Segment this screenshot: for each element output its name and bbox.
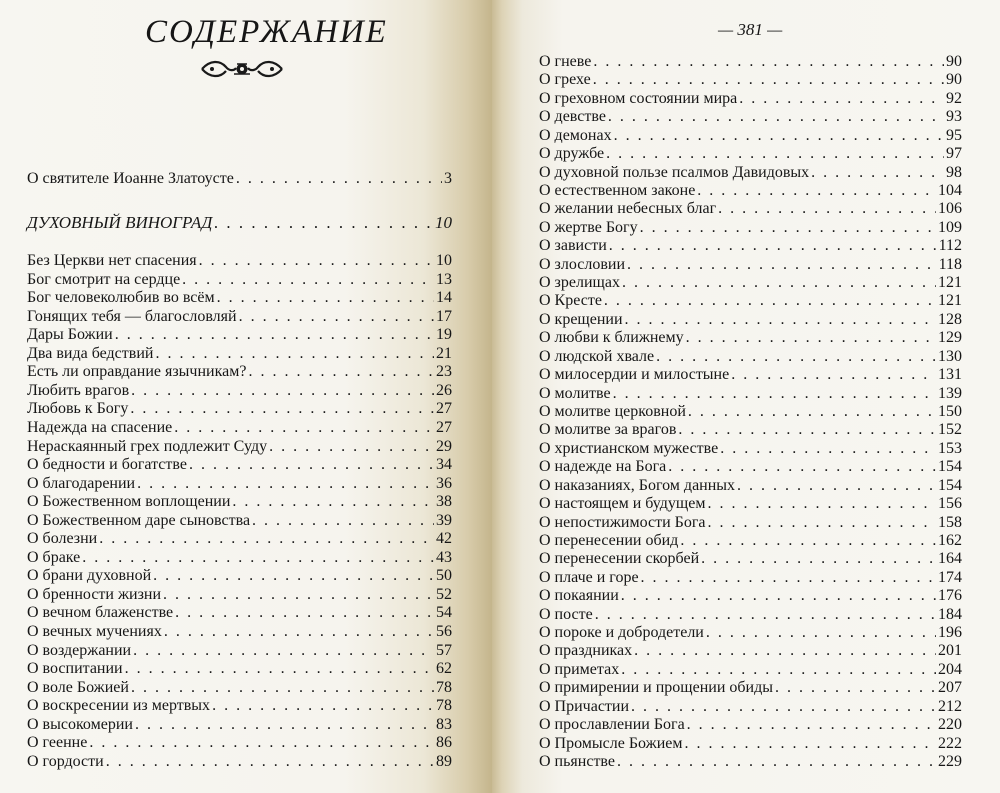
toc-entry-page: 57 <box>436 641 452 659</box>
toc-entry-label: О молитве церковной <box>539 402 686 420</box>
toc-entry-label: Нераскаянный грех подлежит Суду <box>27 437 268 455</box>
toc-entry-label: О пьянстве <box>539 752 615 770</box>
dot-leader <box>640 219 936 237</box>
toc-entry-label: О воскресении из мертвых <box>27 697 211 715</box>
toc-entry-label: Бог человеколюбив во всём <box>27 289 215 307</box>
dot-leader <box>739 90 944 108</box>
toc-entry-page: 176 <box>938 587 962 605</box>
toc-entry <box>27 326 452 344</box>
toc-entry-page: 62 <box>436 660 452 678</box>
toc-entry-label: Есть ли оправдание язычникам? <box>27 363 247 381</box>
toc-entry-page: 90 <box>946 71 962 89</box>
toc-entry <box>27 475 452 493</box>
toc-entry <box>27 170 452 188</box>
toc-entry-page: 220 <box>938 716 962 734</box>
toc-entry-page: 27 <box>436 418 452 436</box>
toc-entry-page: 106 <box>938 200 962 218</box>
dot-leader <box>248 363 434 381</box>
toc-entry <box>539 71 962 89</box>
dot-leader <box>621 587 936 605</box>
toc-entry-page: 34 <box>436 456 452 474</box>
toc-entry-page: 92 <box>946 89 962 107</box>
toc-entry-page: 156 <box>938 495 962 513</box>
toc-entry <box>539 237 962 255</box>
toc-entry-page: 212 <box>938 697 962 715</box>
page-title: СОДЕРЖАНИЕ <box>145 14 388 50</box>
toc-entry <box>539 753 962 771</box>
toc-entry-page: 154 <box>938 476 962 494</box>
dot-leader <box>239 308 434 326</box>
toc-entry-label: О болезни <box>27 530 98 548</box>
toc-entry-page: 184 <box>938 605 962 623</box>
dot-leader <box>811 164 944 182</box>
dot-leader <box>707 495 936 513</box>
toc-entry-page: 150 <box>938 402 962 420</box>
dot-leader <box>686 329 936 347</box>
dot-leader <box>82 549 434 567</box>
toc-entry-page: 154 <box>938 458 962 476</box>
toc-entry-label: О духовной пользе псалмов Давидовых <box>539 163 810 181</box>
toc-entry-label: О плаче и горе <box>539 568 639 586</box>
toc-entry <box>539 164 962 182</box>
toc-entry-label: О любви к ближнему <box>539 329 684 347</box>
dot-leader <box>718 200 936 218</box>
toc-entry-label: ДУХОВНЫЙ ВИНОГРАД <box>27 213 213 232</box>
toc-entry-label: О воле Божией <box>27 678 129 696</box>
toc-entry-page: 10 <box>435 213 452 232</box>
toc-entry-page: 89 <box>436 752 452 770</box>
toc-entry-label: О перенесении обид <box>539 531 679 549</box>
toc-entry-label: О милосердии и милостыне <box>539 366 730 384</box>
dot-leader <box>613 385 936 403</box>
toc-entry <box>539 514 962 532</box>
toc-entry <box>539 90 962 108</box>
dot-leader <box>593 71 944 89</box>
toc-entry <box>27 660 452 678</box>
dot-leader <box>680 532 936 550</box>
toc-entry <box>27 549 452 567</box>
toc-entry-page: 164 <box>938 550 962 568</box>
toc-entry-page: 38 <box>436 493 452 511</box>
ornament-icon <box>198 58 286 80</box>
toc-entry-page: 90 <box>946 53 962 70</box>
dot-leader <box>688 403 936 421</box>
dot-leader <box>595 606 936 624</box>
toc-entry-page: 86 <box>436 734 452 752</box>
dot-leader <box>707 514 936 532</box>
dot-leader <box>153 567 434 585</box>
toc-entry <box>539 679 962 697</box>
toc-entry <box>27 493 452 511</box>
toc-entry-label: О зрелищах <box>539 274 620 292</box>
dot-leader <box>131 679 434 697</box>
toc-entry <box>27 382 452 400</box>
dot-leader <box>269 438 434 456</box>
toc-entry-label: О зависти <box>539 237 607 255</box>
dot-leader <box>622 274 936 292</box>
toc-entry-label: О наказаниях, Богом данных <box>539 476 736 494</box>
toc-entry <box>539 587 962 605</box>
toc-entry <box>539 182 962 200</box>
toc-entry-page: 121 <box>938 274 962 292</box>
toc-entry-label: О христианском мужестве <box>539 439 719 457</box>
dot-leader <box>131 382 434 400</box>
toc-entry-page: 95 <box>946 126 962 144</box>
dot-leader <box>687 716 936 734</box>
toc-entry <box>27 252 452 270</box>
toc-entry <box>539 698 962 716</box>
dot-leader <box>617 753 936 771</box>
toc-entry-label: Дары Божии <box>27 326 113 344</box>
dot-leader <box>614 127 944 145</box>
toc-entry-label: О примирении и прощении обиды <box>539 679 773 697</box>
toc-entry-label: О желании небесных благ <box>539 200 717 218</box>
toc-entry-label: О молитве за врагов <box>539 421 677 439</box>
toc-entry <box>539 256 962 274</box>
toc-entry-page: 152 <box>938 421 962 439</box>
dot-leader <box>133 642 434 660</box>
toc-entry <box>539 53 962 71</box>
dot-leader <box>175 604 434 622</box>
toc-entry <box>27 438 452 456</box>
dot-leader <box>214 214 433 232</box>
toc-entry-label: О демонах <box>539 126 612 144</box>
toc-entry <box>539 661 962 679</box>
toc-entry-page: 50 <box>436 567 452 585</box>
toc-entry-page: 98 <box>946 163 962 181</box>
toc-entry-label: О браке <box>27 548 81 566</box>
toc-entry <box>539 108 962 126</box>
toc-entry <box>27 512 452 530</box>
toc-entry-page: 131 <box>938 366 962 384</box>
toc-entry-label: О гордости <box>27 752 104 770</box>
toc-entry-page: 196 <box>938 624 962 642</box>
dot-leader <box>609 237 937 255</box>
dot-leader <box>668 458 936 476</box>
dot-leader <box>631 698 936 716</box>
dot-leader <box>125 660 434 678</box>
dot-leader <box>217 289 434 307</box>
toc-entry-label: О грехе <box>539 71 591 89</box>
dot-leader <box>604 292 936 310</box>
toc-entry <box>539 477 962 495</box>
toc-entry <box>539 403 962 421</box>
toc-entry-label: О греховном состоянии мира <box>539 89 738 107</box>
toc-entry-label: О крещении <box>539 310 623 328</box>
toc-entry-page: 97 <box>946 145 962 163</box>
toc-entry-page: 26 <box>436 381 452 399</box>
toc-entry <box>539 421 962 439</box>
toc-entry-label: Без Церкви нет спасения <box>27 252 197 269</box>
toc-entry-label: О перенесении скорбей <box>539 550 700 568</box>
dot-leader <box>701 550 936 568</box>
toc-entry-label: О брани духовной <box>27 567 152 585</box>
toc-entry <box>539 495 962 513</box>
toc-entry <box>27 214 452 232</box>
toc-entry-label: О Божественном даре сыновства <box>27 511 251 529</box>
toc-entry-label: О гневе <box>539 53 592 70</box>
toc-entry-page: 158 <box>938 513 962 531</box>
dot-leader <box>106 753 434 771</box>
toc-entry-page: 207 <box>938 679 962 697</box>
toc-entry-page: 162 <box>938 531 962 549</box>
toc-entry-label: О Причастии <box>539 697 630 715</box>
toc-entry-page: 128 <box>938 310 962 328</box>
toc-entry-page: 10 <box>436 252 452 269</box>
toc-entry-label: О геенне <box>27 734 88 752</box>
dot-leader <box>634 642 936 660</box>
toc-entry-page: 43 <box>436 548 452 566</box>
toc-entry <box>539 385 962 403</box>
toc-entry-page: 3 <box>444 170 452 187</box>
toc-entry <box>27 419 452 437</box>
dot-leader <box>130 400 434 418</box>
toc-entry-page: 93 <box>946 108 962 126</box>
toc-entry <box>539 624 962 642</box>
toc-entry-label: О естественном законе <box>539 181 696 199</box>
toc-entry-page: 78 <box>436 678 452 696</box>
toc-entry-page: 17 <box>436 307 452 325</box>
toc-entry <box>27 623 452 641</box>
toc-entry-page: 121 <box>938 292 962 310</box>
dot-leader <box>135 716 434 734</box>
toc-entry-page: 13 <box>436 270 452 288</box>
toc-entry <box>27 345 452 363</box>
dot-leader <box>199 252 434 270</box>
dot-leader <box>212 697 434 715</box>
dot-leader <box>252 512 434 530</box>
toc-entry <box>27 308 452 326</box>
page-number: — 381 — <box>718 20 783 39</box>
toc-entry-label: О высокомерии <box>27 715 133 733</box>
toc-entry-label: О девстве <box>539 108 606 126</box>
toc-entry-page: 52 <box>436 585 452 603</box>
toc-entry <box>27 604 452 622</box>
toc-entry-label: О людской хвале <box>539 347 655 365</box>
toc-entry-page: 27 <box>436 400 452 418</box>
toc-entry-label: О молитве <box>539 384 611 402</box>
toc-entry-page: 118 <box>938 255 962 273</box>
toc-entry-page: 104 <box>938 181 962 199</box>
toc-entry-page: 56 <box>436 623 452 640</box>
dot-leader <box>737 477 936 495</box>
toc-entry <box>27 697 452 715</box>
dot-leader <box>775 679 936 697</box>
toc-entry-page: 130 <box>938 347 962 365</box>
right-page <box>492 0 1000 793</box>
toc-entry-label: О прославлении Бога <box>539 716 685 734</box>
toc-entry-page: 83 <box>436 715 452 733</box>
toc-entry-label: О приметах <box>539 660 620 678</box>
toc-entry <box>539 716 962 734</box>
dot-leader <box>656 348 936 366</box>
dot-leader <box>115 326 434 344</box>
toc-entry-label: О непостижимости Бога <box>539 513 706 531</box>
toc-entry <box>27 642 452 660</box>
toc-entry-page: 109 <box>938 218 962 236</box>
toc-entry <box>27 753 452 771</box>
toc-entry <box>27 456 452 474</box>
toc-entry-label: О злословии <box>539 255 626 273</box>
toc-entry-page: 129 <box>938 329 962 347</box>
toc-entry <box>27 734 452 752</box>
toc-entry <box>539 642 962 660</box>
toc-entry-page: 14 <box>436 289 452 307</box>
dot-leader <box>720 440 936 458</box>
toc-entry <box>539 274 962 292</box>
toc-entry <box>27 363 452 381</box>
dot-leader <box>174 419 434 437</box>
toc-entry-label: О посте <box>539 605 593 623</box>
toc-entry <box>539 569 962 587</box>
toc-entry-label: О надежде на Бога <box>539 458 667 476</box>
left-page <box>0 0 492 793</box>
toc-entry <box>27 586 452 604</box>
toc-entry-label: О пороке и добродетели <box>539 624 704 642</box>
toc-entry <box>27 400 452 418</box>
dot-leader <box>685 735 937 753</box>
dot-leader <box>89 734 434 752</box>
toc-entry-label: О покаянии <box>539 587 619 605</box>
toc-entry <box>27 530 452 548</box>
toc-entry-label: Любовь к Богу <box>27 400 129 418</box>
dot-leader <box>593 53 944 71</box>
dot-leader <box>678 421 936 439</box>
dot-leader <box>232 493 434 511</box>
toc-entry <box>539 366 962 384</box>
toc-entry <box>539 127 962 145</box>
toc-entry-page: 54 <box>436 604 452 622</box>
toc-entry <box>27 271 452 289</box>
toc-entry-page: 174 <box>938 568 962 586</box>
toc-entry-page: 153 <box>938 439 962 457</box>
toc-entry-page: 112 <box>938 237 962 255</box>
toc-entry <box>539 440 962 458</box>
toc-entry <box>27 679 452 697</box>
toc-entry-label: О праздниках <box>539 642 633 660</box>
toc-entry-label: Гонящих тебя — благословляй <box>27 307 237 325</box>
toc-entry-page: 204 <box>938 660 962 678</box>
toc-entry-page: 23 <box>436 363 452 381</box>
toc-entry-label: О настоящем и будущем <box>539 495 706 513</box>
toc-entry-label: Любить врагов <box>27 381 130 399</box>
toc-entry-page: 29 <box>436 437 452 455</box>
toc-entry-label: О бренности жизни <box>27 585 162 603</box>
toc-entry <box>539 311 962 329</box>
dot-leader <box>163 586 434 604</box>
toc-entry-label: О Кресте <box>539 292 602 310</box>
toc-entry-page: 36 <box>436 474 452 492</box>
toc-entry-label: Два вида бедствий <box>27 344 154 362</box>
toc-entry-page: 39 <box>436 511 452 529</box>
toc-entry <box>539 458 962 476</box>
toc-entry-page: 201 <box>938 642 962 660</box>
toc-entry <box>539 532 962 550</box>
toc-entry-label: Надежда на спасение <box>27 418 173 436</box>
dot-leader <box>627 256 937 274</box>
toc-entry-label: Бог смотрит на сердце <box>27 270 181 288</box>
dot-leader <box>621 661 936 679</box>
dot-leader <box>625 311 936 329</box>
toc-entry-label: О вечном блаженстве <box>27 604 174 622</box>
dot-leader <box>164 623 434 641</box>
toc-entry-label: О благодарении <box>27 474 136 492</box>
dot-leader <box>236 170 442 188</box>
dot-leader <box>606 145 944 163</box>
toc-entry <box>539 550 962 568</box>
toc-entry-page: 19 <box>436 326 452 344</box>
toc-entry-page: 42 <box>436 530 452 548</box>
toc-entry <box>539 145 962 163</box>
dot-leader <box>155 345 434 363</box>
toc-entry-label: О жертве Богу <box>539 218 638 236</box>
dot-leader <box>731 366 936 384</box>
dot-leader <box>182 271 434 289</box>
toc-entry-label: О воспитании <box>27 660 123 678</box>
toc-entry <box>539 348 962 366</box>
dot-leader <box>99 530 434 548</box>
toc-entry <box>539 606 962 624</box>
toc-entry-page: 222 <box>938 734 962 752</box>
dot-leader <box>641 569 936 587</box>
toc-entry-label: О воздержании <box>27 641 132 659</box>
toc-entry <box>539 329 962 347</box>
toc-entry-page: 229 <box>938 752 962 770</box>
dot-leader <box>189 456 434 474</box>
toc-entry <box>27 716 452 734</box>
dot-leader <box>697 182 936 200</box>
toc-entry <box>539 200 962 218</box>
dot-leader <box>137 475 434 493</box>
toc-entry-page: 78 <box>436 697 452 715</box>
toc-entry <box>539 735 962 753</box>
toc-entry-label: О дружбе <box>539 145 605 163</box>
toc-entry <box>27 289 452 307</box>
toc-entry <box>539 219 962 237</box>
toc-entry-page: 21 <box>436 344 452 362</box>
dot-leader <box>706 624 936 642</box>
toc-entry <box>539 292 962 310</box>
toc-entry-label: О Божественном воплощении <box>27 493 231 511</box>
toc-entry-label: О Промысле Божием <box>539 734 683 752</box>
toc-entry-label: О вечных мучениях <box>27 623 162 640</box>
dot-leader <box>608 108 944 126</box>
toc-entry-label: О бедности и богатстве <box>27 456 187 474</box>
toc-entry-label: О святителе Иоанне Златоусте <box>27 170 234 187</box>
toc-entry <box>27 567 452 585</box>
toc-entry-page: 139 <box>938 384 962 402</box>
